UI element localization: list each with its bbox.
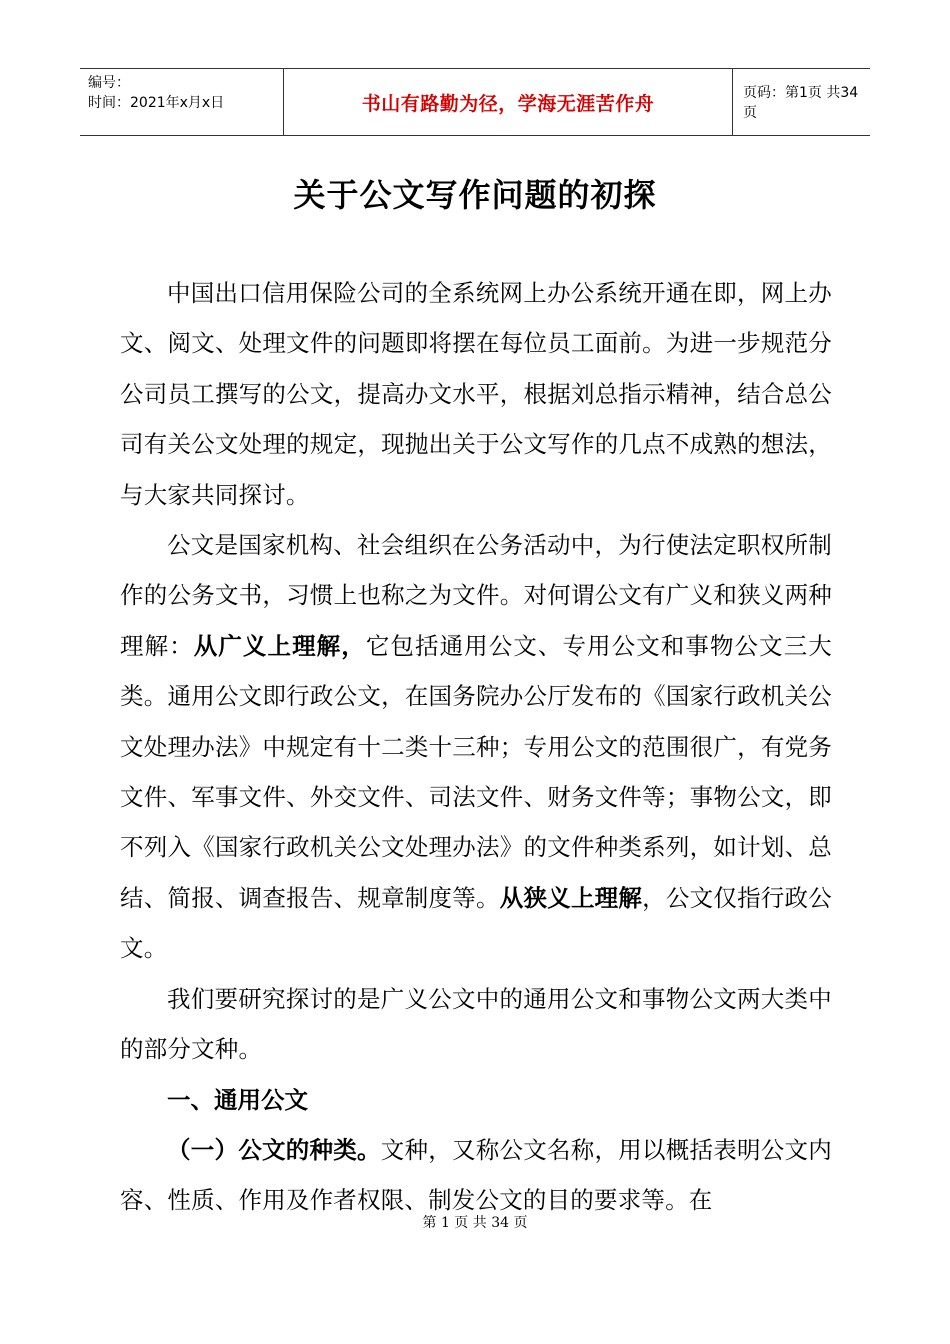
document-body — [120, 268, 832, 1226]
header-meta-cell — [80, 69, 283, 135]
paragraph-definition-text-b: 它包括通用公文、专用公文和事物公文三大类。通用公文即行政公文，在国务院办公厅发布的《国家行政机关公文处理办法》中规定有十二类十三种；专用公文的范围很广，有党务文件、军事文件、外交文件、司法文件、财务文件等；事物公文，即不列入《国家行政机关公文处理办法》的文件种类系列，如计划、总结、简报、调查报告、规章制度等。 — [120, 631, 832, 912]
paragraph-definition — [120, 520, 832, 974]
narrow-sense-emphasis: 从狭义上理解 — [499, 883, 643, 912]
paragraph-types — [120, 1125, 832, 1226]
paragraph-intro: 中国出口信用保险公司的全系统网上办公系统开通在即，网上办文、阅文、处理文件的问题即将摆在每位员工面前。为进一步规范分公司员工撰写的公文，提高办文水平，根据刘总指示精神，结合总公司有关公文处理的规定，现抛出关于公文写作的几点不成熟的想法，与大家共同探讨。 — [120, 279, 832, 509]
section-heading: 一、通用公文 — [167, 1085, 308, 1114]
motto-text: 书山有路勤为径，学海无涯苦作舟 — [361, 92, 655, 115]
document-title: 关于公文写作问题的初探 — [293, 176, 657, 214]
paragraph-definition-text-c: ，公文仅指行政公文。 — [120, 883, 832, 963]
subsection-text: 文种，又称公文名称，用以概括表明公文内容、性质、作用及作者权限、制发公文的目的要求等。在 — [120, 1135, 832, 1215]
broad-sense-emphasis: 从广义上理解， — [193, 631, 366, 660]
page-footer: 第 1 页 共 34 页 — [422, 1215, 528, 1231]
number-label: 编号： — [88, 75, 130, 91]
document-header-table — [80, 68, 870, 136]
subsection-heading: （一）公文的种类。 — [167, 1135, 381, 1164]
paragraph-definition-text-a: 公文是国家机构、社会组织在公务活动中，为行使法定职权所制作的公务文书，习惯上也称之为文件。对何谓公文有广义和狭义两种理解： — [120, 531, 832, 660]
header-page-cell — [733, 69, 870, 135]
header-motto-cell — [283, 69, 733, 135]
paragraph-scope: 我们要研究探讨的是广义公文中的通用公文和事物公文两大类中的部分文种。 — [120, 984, 832, 1064]
page-info: 页码：第1页 共34页 — [743, 85, 859, 121]
time-label: 时间：2021年x月x日 — [88, 95, 225, 111]
